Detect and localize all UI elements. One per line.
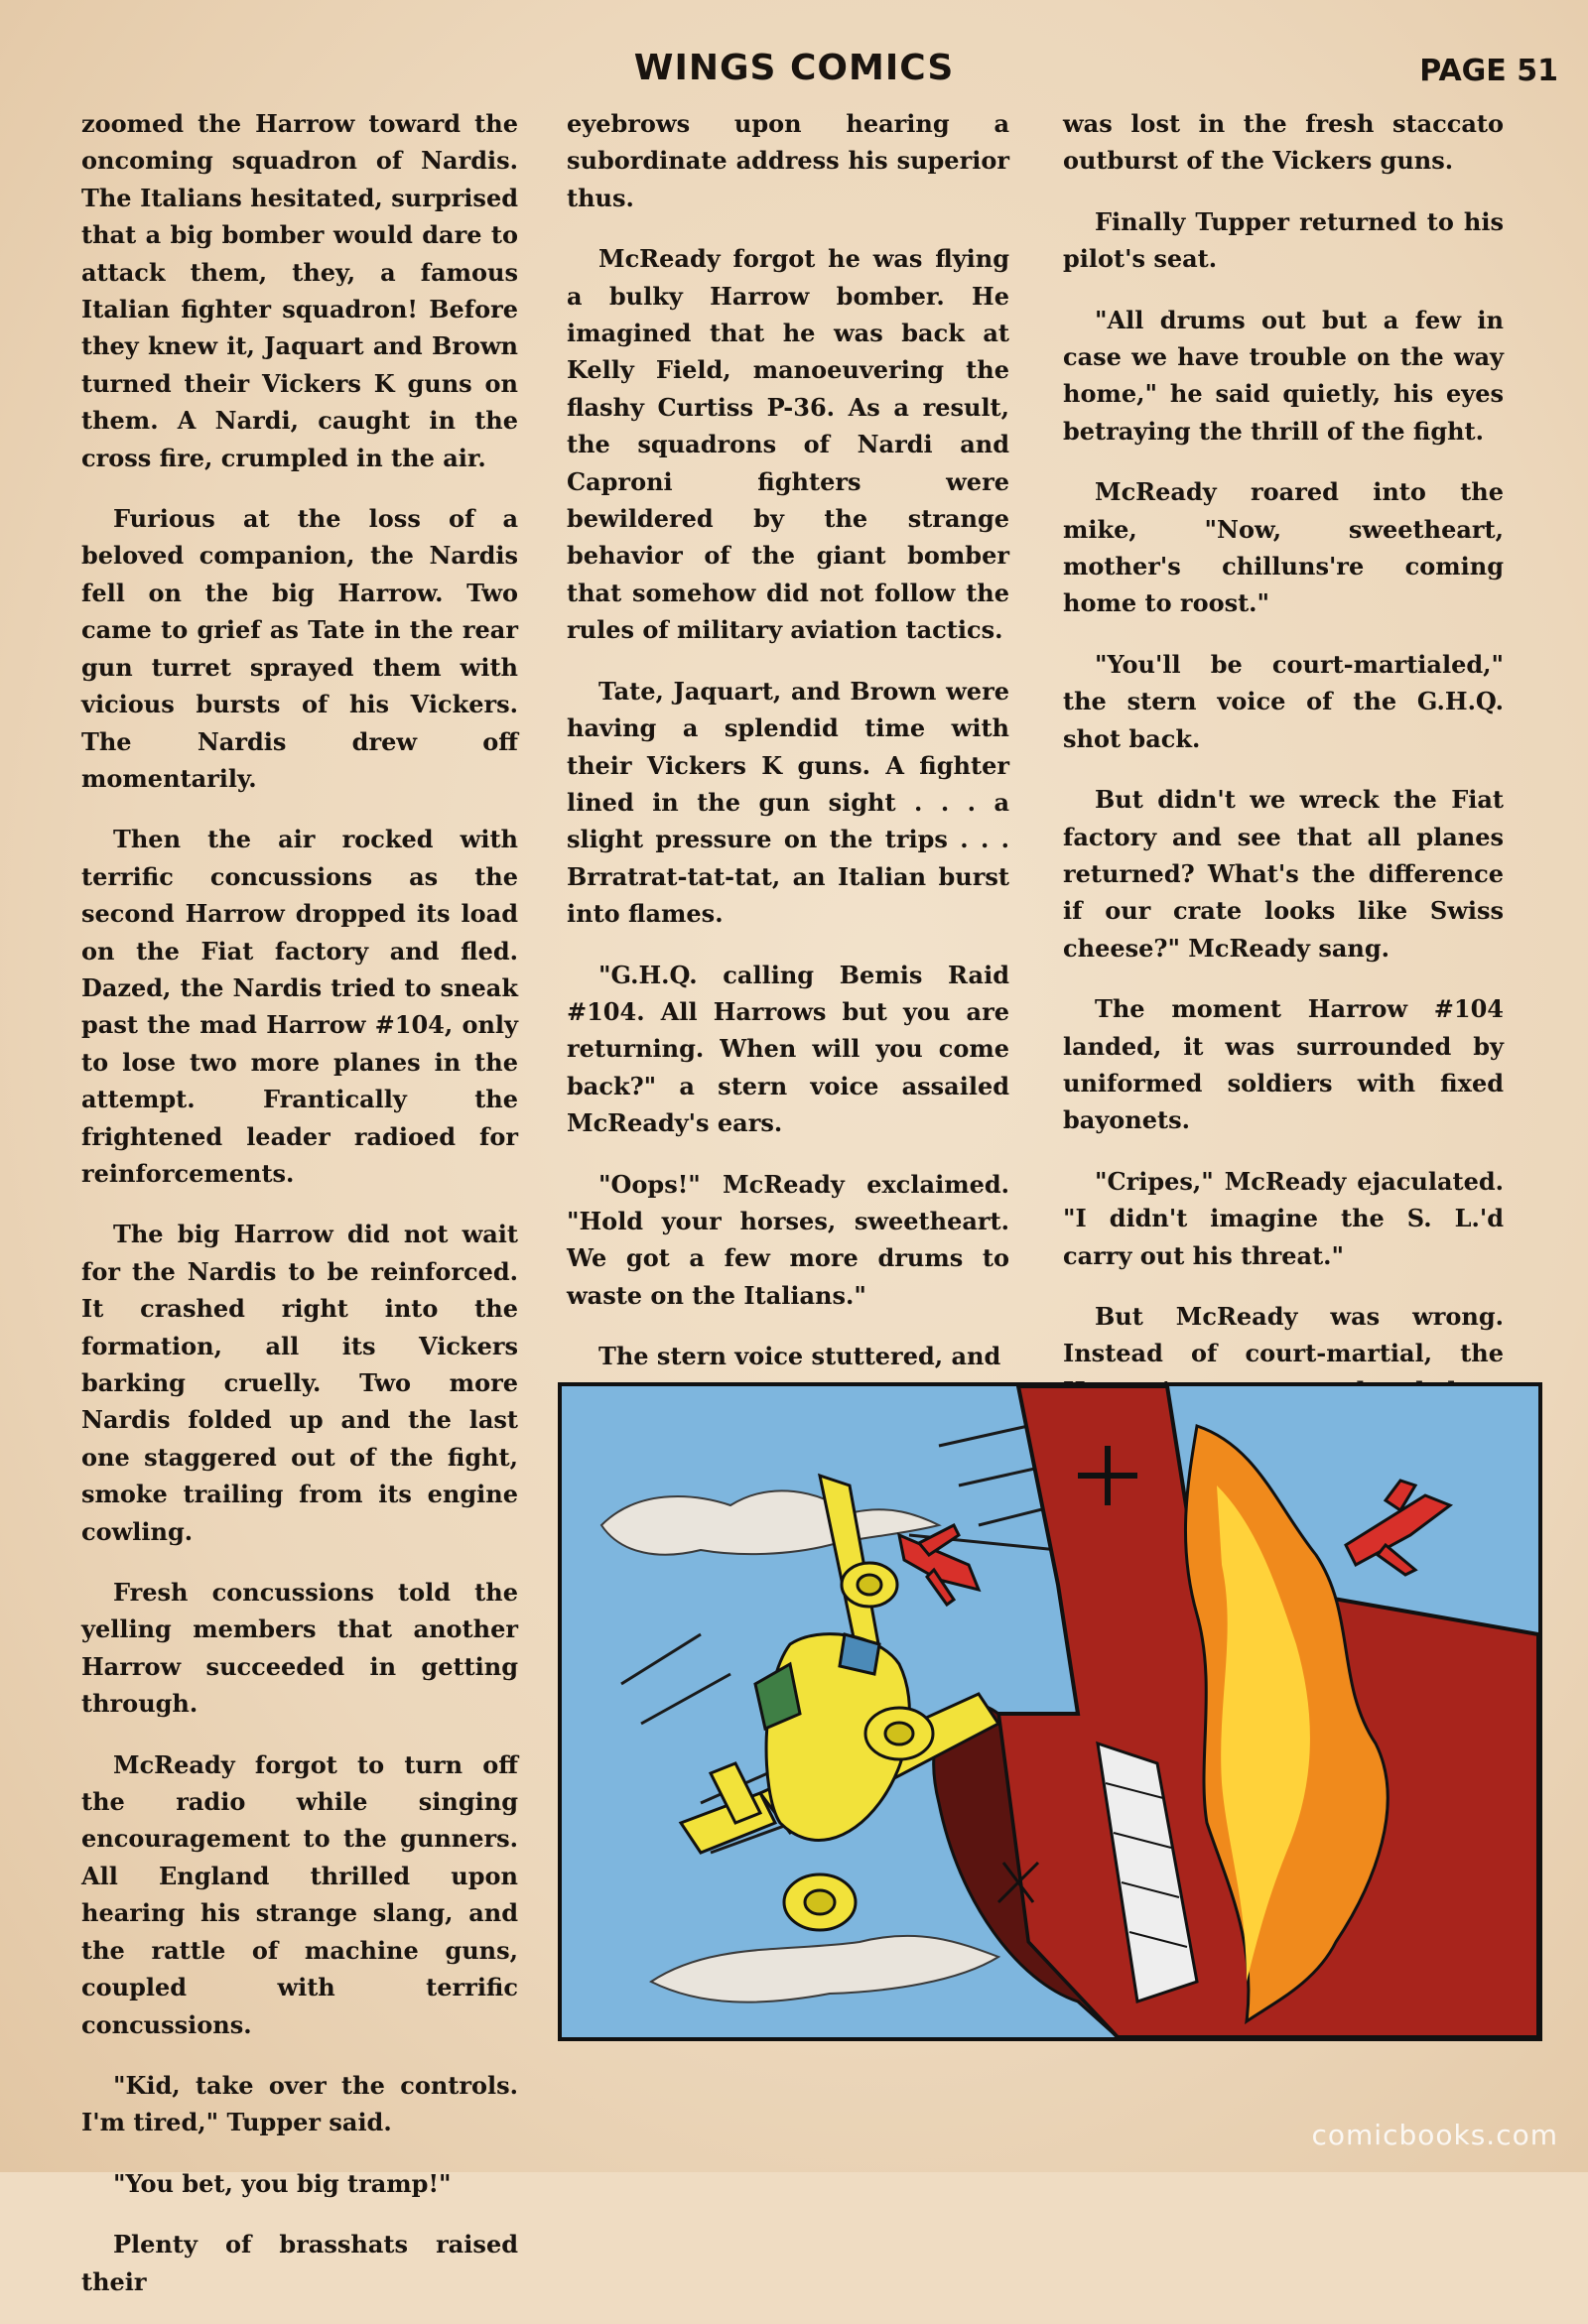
paragraph: was lost in the fresh staccato outburst of the Vickers guns. (1063, 109, 1504, 176)
paragraph: Furious at the loss of a beloved companion, the Nardis fell on the big Harrow. Two came to grief as Tate in the rear gun turret sprayed them with vicious bursts of his Vickers. The Nardis drew off momentarily. (81, 504, 518, 793)
paragraph: Then the air rocked with terrific concussions as the second Harrow dropped its load on the Fiat factory and fled. Dazed, the Nardis tried to sneak past the mad Harrow #104, only to lose two more planes in the attempt. Frantically the frightened leader radioed for reinforcements. (81, 825, 518, 1188)
paragraph: Plenty of brasshats raised their (81, 2230, 518, 2296)
paragraph: "You'll be court-martialed," the stern voice of the G.H.Q. shot back. (1063, 649, 1504, 753)
paragraph: The big Harrow did not wait for the Nardis to be reinforced. It crashed right into the formation, all its Vickers barking cruelly. Two more Nardis folded up and the last one staggered out of the fight, smoke trailing from its engine cowling. (81, 1220, 518, 1546)
paragraph: "Cripes," McReady ejaculated. "I didn't imagine the S. L.'d carry out his threat." (1063, 1166, 1504, 1270)
paragraph: The moment Harrow #104 landed, it was surrounded by uniformed soldiers with fixed bayonets. (1063, 994, 1504, 1135)
watermark: comicbooks.com (1311, 2119, 1558, 2151)
paragraph: But didn't we wreck the Fiat factory and see that all planes returned? What's the difference if our crate looks like Swiss cheese?" McReady sang. (1063, 785, 1504, 963)
paragraph: Fresh concussions told the yelling members that another Harrow succeeded in getting through. (81, 1578, 518, 1719)
paragraph: McReady roared into the mike, "Now, sweetheart, mother's chilluns're coming home to roost." (1063, 477, 1504, 618)
paragraph: "You bet, you big tramp!" (113, 2168, 452, 2198)
paragraph: Finally Tupper returned to his pilot's seat. (1063, 206, 1504, 274)
paragraph: eyebrows upon hearing a subordinate address his superior thus. (567, 109, 1009, 212)
paragraph: But McReady was wrong. Instead of court-martial, the (1063, 1301, 1504, 1368)
text-column-2 (567, 105, 1009, 1399)
magazine-title: WINGS COMICS (633, 48, 955, 88)
paragraph: McReady forgot to turn off the radio while singing encouragement to the gunners. All England thrilled upon hearing his strange slang, and the rattle of machine guns, coupled with terrific concussions. (81, 1749, 518, 2039)
paragraph: "All drums out but a few in case we have trouble on the way home," he said quietly, his eyes betraying the thrill of the fight. (1063, 305, 1504, 446)
aerial-battle-illustration (562, 1386, 1538, 2037)
paragraph: "G.H.Q. calling Bemis Raid #104. All Harrows but you are returning. When will you come back?" a stern voice assailed McReady's ears. (567, 960, 1009, 1138)
text-column-3 (1063, 105, 1504, 1507)
illustration-panel (558, 1382, 1542, 2041)
paragraph: "Kid, take over the controls. I'm tired," Tupper said. (81, 2070, 518, 2137)
text-column-1 (81, 105, 518, 2324)
paragraph: McReady forgot he was flying a bulky Harrow bomber. He imagined that he was back at Kelly Field, manoeuvering the flashy Curtiss P-36. As a result, the squadrons of Nardi and Caproni fighters were bewildered by the strange behavior of the giant bomber that somehow did not follow the rules of military aviation tactics. (567, 244, 1009, 645)
paragraph: Tate, Jaquart, and Brown were having a splendid time with their Vickers K guns. A fighter lined in the gun sight . . . a slight pressure on the trips . . . Brratrat-tat-tat, an Italian burst into flames. (567, 676, 1009, 929)
paragraph: The stern voice stuttered, and (598, 1342, 1001, 1371)
paragraph: "Oops!" McReady exclaimed. "Hold your horses, sweetheart. We got a few more drums to waste on the Italians." (567, 1169, 1009, 1310)
page-number: PAGE 51 (1419, 54, 1558, 88)
paragraph: zoomed the Harrow toward the oncoming squadron of Nardis. The Italians hesitated, surprised that a big bomber would dare to attack them, they, a famous Italian fighter squadron! Before they knew it, Jaquart and Brown turned their Vickers K guns on them. A Nardi, caught in the cross fire, crumpled in the air. (81, 109, 518, 472)
